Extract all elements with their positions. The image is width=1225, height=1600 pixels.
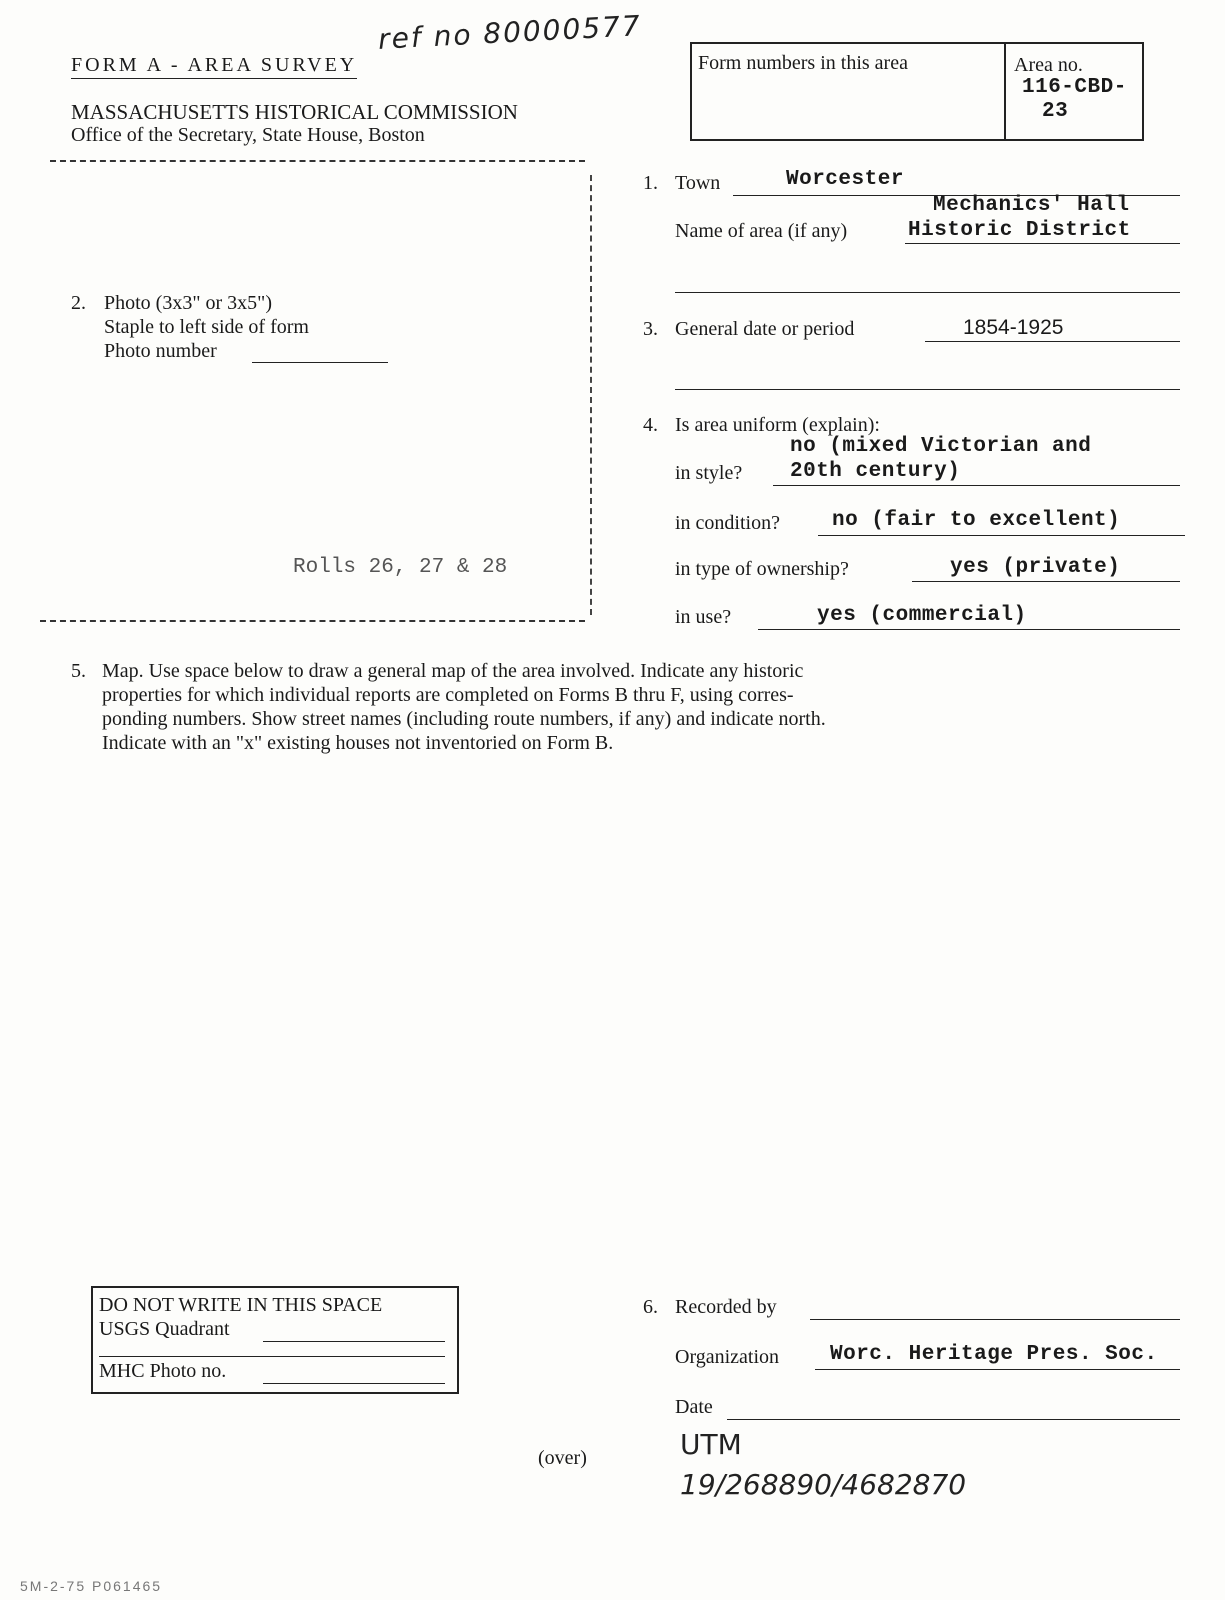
staple-instruction: Staple to left side of form — [104, 316, 309, 338]
use-value[interactable]: yes (commercial) — [817, 604, 1027, 627]
area-no-value-line2: 23 — [1042, 100, 1069, 123]
date-period-extra-line — [675, 389, 1180, 390]
item3-number: 3. — [643, 318, 658, 340]
town-value[interactable]: Worcester — [786, 168, 904, 191]
map-drawing-area[interactable] — [60, 765, 1170, 1285]
map-instructions-line4: Indicate with an "x" existing houses not inventoried on Form B. — [102, 732, 614, 754]
form-numbers-box — [690, 42, 1144, 141]
commission-name: MASSACHUSETTS HISTORICAL COMMISSION — [71, 100, 518, 124]
recorded-by-label: Recorded by — [675, 1296, 777, 1318]
form-code: 5M-2-75 P061465 — [20, 1578, 163, 1594]
handwritten-reference: ref no 80000577 — [377, 9, 643, 56]
do-not-write-box — [91, 1286, 459, 1394]
ownership-label: in type of ownership? — [675, 558, 849, 580]
area-name-line — [905, 243, 1180, 244]
photo-area-dashed-border — [590, 175, 592, 615]
organization-value[interactable]: Worc. Heritage Pres. Soc. — [830, 1343, 1158, 1366]
item6-number: 6. — [643, 1296, 658, 1318]
organization-line — [815, 1369, 1180, 1370]
date-period-label: General date or period — [675, 318, 855, 340]
utm-value: 19/268890/4682870 — [680, 1468, 967, 1501]
condition-value[interactable]: no (fair to excellent) — [832, 509, 1121, 532]
ownership-value[interactable]: yes (private) — [950, 556, 1121, 579]
area-name-label: Name of area (if any) — [675, 220, 848, 242]
town-label: Town — [675, 172, 721, 194]
ownership-line — [912, 581, 1180, 582]
area-no-divider — [1004, 44, 1006, 139]
date-label: Date — [675, 1396, 713, 1418]
over-note: (over) — [538, 1447, 587, 1469]
utm-label: UTM — [680, 1428, 742, 1461]
use-line — [758, 629, 1180, 630]
form-title: FORM A - AREA SURVEY — [71, 54, 357, 79]
map-instructions-line2: properties for which individual reports are completed on Forms B thru F, using corres- — [102, 684, 794, 706]
photo-label: Photo (3x3" or 3x5") — [104, 292, 272, 314]
area-name-value-line2[interactable]: Historic District — [908, 219, 1131, 242]
condition-label: in condition? — [675, 512, 780, 534]
map-instructions-line1: Map. Use space below to draw a general map of the area involved. Indicate any historic — [102, 660, 804, 682]
map-instructions-line3: ponding numbers. Show street names (including route numbers, if any) and indicate north. — [102, 708, 826, 730]
style-line — [773, 485, 1180, 486]
uniform-label: Is area uniform (explain): — [675, 414, 880, 436]
item4-number: 4. — [643, 414, 658, 436]
usgs-quadrant-line — [263, 1341, 445, 1342]
condition-line — [818, 535, 1185, 536]
area-no-label: Area no. — [1014, 54, 1083, 76]
recorded-by-line[interactable] — [810, 1319, 1180, 1320]
form-numbers-label: Form numbers in this area — [698, 52, 908, 74]
photo-number-label: Photo number — [104, 340, 217, 362]
date-period-line — [925, 341, 1180, 342]
area-name-extra-line — [675, 292, 1180, 293]
date-line[interactable] — [727, 1419, 1180, 1420]
do-not-write-title: DO NOT WRITE IN THIS SPACE — [99, 1294, 383, 1316]
mhc-photo-line — [263, 1383, 445, 1384]
photo-rolls-note: Rolls 26, 27 & 28 — [293, 556, 508, 579]
office-address: Office of the Secretary, State House, Boston — [71, 124, 425, 146]
organization-label: Organization — [675, 1346, 780, 1368]
usgs-quadrant-label: USGS Quadrant — [99, 1318, 230, 1340]
item5-number: 5. — [71, 660, 86, 682]
style-value-line2[interactable]: 20th century) — [790, 460, 961, 483]
do-not-write-divider — [99, 1356, 445, 1357]
item2-number: 2. — [71, 292, 86, 314]
area-name-value-line1[interactable]: Mechanics' Hall — [933, 194, 1130, 217]
use-label: in use? — [675, 606, 732, 628]
photo-area-dashed-bottom — [40, 620, 585, 622]
style-label: in style? — [675, 462, 743, 484]
area-no-value-line1: 116-CBD- — [1022, 76, 1127, 99]
date-period-value[interactable]: 1854-1925 — [963, 316, 1064, 339]
style-value-line1[interactable]: no (mixed Victorian and — [790, 435, 1092, 458]
header-dashed-separator — [50, 160, 585, 162]
item1-number: 1. — [643, 172, 658, 194]
photo-number-line — [252, 362, 388, 363]
mhc-photo-label: MHC Photo no. — [99, 1360, 227, 1382]
